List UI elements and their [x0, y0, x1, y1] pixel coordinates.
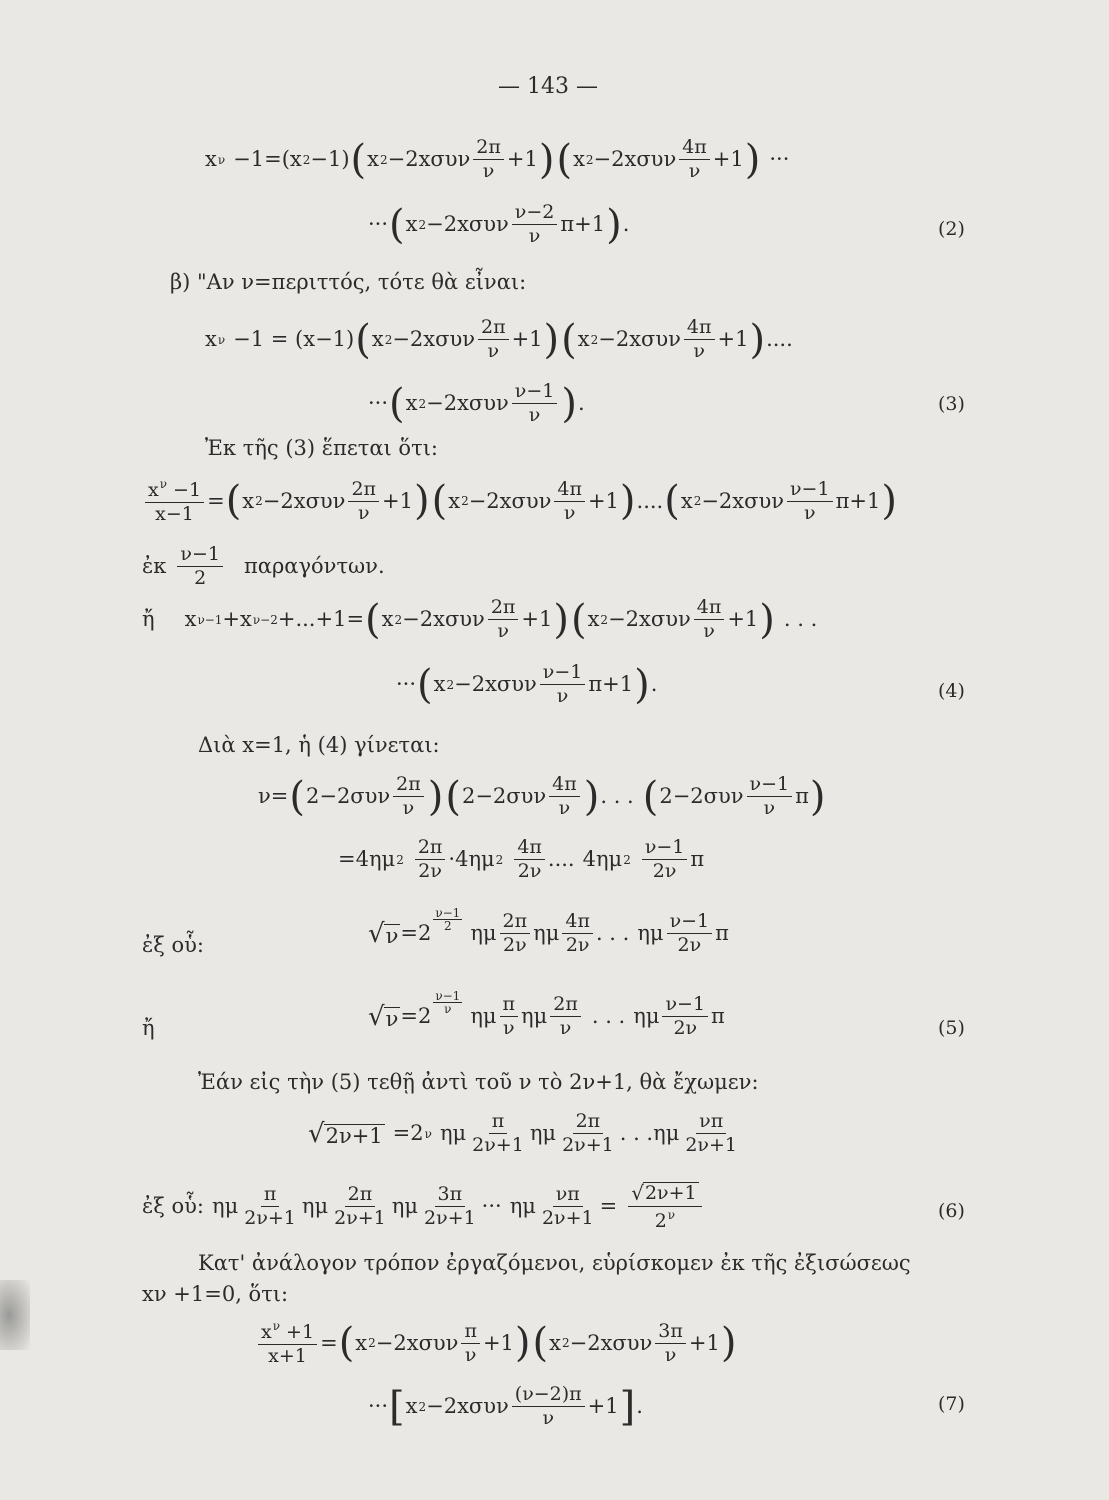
fraction: $\frac{\pi}{\nu}$ [461, 1322, 480, 1365]
fraction: $\frac{2\pi}{\nu}$ [473, 138, 504, 181]
fraction: $\frac{4\pi}{\nu}$ [694, 598, 725, 641]
fraction: $\frac{\pi}{2\nu+1}$ [244, 1183, 296, 1229]
fraction: $\frac{\nu-1}{2\nu}$ [662, 995, 708, 1038]
fraction: $\frac{2\pi}{\nu}$ [550, 995, 581, 1038]
equation-number-5: (5) [938, 1017, 965, 1039]
ex-ou-label-1: ἐξ οὗ: [142, 933, 204, 957]
fraction: $\frac{2\pi}{2\nu+1}$ [562, 1110, 614, 1156]
fraction: $\frac{4\pi}{2\nu}$ [562, 912, 593, 955]
sine-product-line: =4ημ 2 $\frac{2\pi}{2\nu}$ ·4ημ 2 $\frac{4\pi}{2\nu}$ .... 4ημ 2 $\frac{\nu-1}{2\nu}$ π [338, 836, 705, 882]
equation-7-line-1: $\frac{x^\nu +1}{x+1}$ = ( x 2 −2xσυν $\frac{\pi}{\nu}$ +1 ) ( x 2 −2xσυν $\frac{3\pi}{\nu}$ +1 ) [255, 1320, 737, 1366]
fraction: $\frac{2\pi}{\nu}$ [488, 598, 519, 641]
equation-4-line-1: ἤ x ν−1 + x ν−2 +...+1= ( x 2 −2xσυν $\frac{2\pi}{\nu}$ +1 ) ( x 2 −2xσυν $\frac{4\pi}{\nu}$ +1 ) . . . [142, 596, 818, 643]
fraction: $\frac{(\nu-2)\pi}{\nu}$ [512, 1385, 585, 1428]
page-number: — 143 — [498, 74, 598, 99]
nu-product-equation: ν= ( 2−2συν $\frac{2\pi}{\nu}$ ) ( 2−2συν $\frac{4\pi}{\nu}$ ) . . . ( 2−2συν $\frac{\nu-1}{\nu}$ π ) [258, 773, 826, 820]
exponent-fraction: $\frac{\nu-1}{\nu}$ [435, 989, 461, 1016]
dia-text: Διὰ x=1, ἡ (4) γίνεται: [198, 733, 440, 757]
fraction: $\frac{4\pi}{\nu}$ [684, 318, 715, 361]
fraction: $\frac{x^\nu +1}{x+1}$ [258, 1320, 317, 1366]
fraction: $\frac{4\pi}{\nu}$ [554, 480, 585, 523]
fraction: $\frac{2\pi}{\nu}$ [478, 318, 509, 361]
fraction: $\frac{\nu-1}{\nu}$ [512, 382, 558, 425]
equation-number-6: (6) [938, 1200, 965, 1222]
equation-3-line-2: ··· ( x 2 −2xσυν $\frac{\nu-1}{\nu}$ ) . [368, 380, 585, 427]
equation-2-line-2: ··· ( x 2 −2xσυν $\frac{\nu-2}{\nu}$ π+1 ) . [368, 201, 630, 248]
equation-6: ἐξ οὗ: ημ $\frac{\pi}{2\nu+1}$ ημ $\frac{2\pi}{2\nu+1}$ ημ $\frac{3\pi}{2\nu+1}$ ··· ημ $\frac{\nu\pi}{2\nu+1}$ = √ 2ν+1 $2^\nu$ [142, 1182, 705, 1231]
fraction: $\frac{\pi}{\nu}$ [500, 995, 519, 1038]
square-root: √ ν [368, 1001, 399, 1032]
factor-count-text: ἐκ $\frac{\nu-1}{2}$ παραγόντων. [142, 543, 385, 589]
fraction: $\frac{3\pi}{2\nu+1}$ [424, 1183, 476, 1229]
fraction: $\frac{\nu\pi}{2\nu+1}$ [541, 1183, 594, 1229]
fraction: $\frac{3\pi}{\nu}$ [655, 1322, 686, 1365]
square-root: √ 2ν+1 [308, 1118, 383, 1149]
square-root: √ ν [368, 918, 399, 949]
fraction: $\frac{2\pi}{\nu}$ [393, 775, 424, 818]
sqrt-nu-equation-5: √ ν =2 $\frac{\nu-1}{\nu}$ ημ $\frac{\pi}{\nu}$ ημ $\frac{2\pi}{\nu}$ . . . ημ $\frac{\nu-1}{2\nu}$ π [368, 989, 725, 1039]
sqrt-nu-equation: √ ν =2 $\frac{\nu-1}{2}$ ημ $\frac{2\pi}{2\nu}$ ημ $\frac{4\pi}{2\nu}$ . . . ημ $\frac{\nu-1}{2\nu}$ π [368, 906, 729, 956]
fraction: $\frac{2\pi}{2\nu}$ [415, 838, 446, 881]
equation-7-line-2: ··· [ x 2 −2xσυν $\frac{(\nu-2)\pi}{\nu}$ +1 ] . [368, 1383, 643, 1430]
fraction: $\frac{\nu-1}{2}$ [177, 545, 223, 588]
quotient-equation: $\frac{x^\nu -1}{x-1}$ = ( x 2 −2xσυν $\frac{2\pi}{\nu}$ +1 ) ( x 2 −2xσυν $\frac{4\pi}{\nu}$ +1 ) .... ( x 2 −2xσυν $\frac{\nu-1}{\nu}$ π+1 ) [142, 478, 898, 524]
fraction: √ 2ν+1 $2^\nu$ [628, 1182, 701, 1231]
equation-number-7: (7) [938, 1393, 965, 1415]
fraction: $\frac{\nu-1}{2\nu}$ [667, 912, 713, 955]
ean-text: Ἐάν εἰς τὴν (5) τεθῇ ἀντὶ τοῦ ν τὸ 2ν+1, θὰ ἔχωμεν: [198, 1070, 759, 1094]
sqrt-2v1-equation: √ 2ν+1 =2 ν ημ $\frac{\pi}{2\nu+1}$ ημ $\frac{2\pi}{2\nu+1}$ . . . ημ $\frac{\nu\pi}{2\nu+1}$ [308, 1112, 743, 1155]
eta-label-2: ἤ [142, 1016, 155, 1040]
fraction: $\frac{4\pi}{\nu}$ [679, 138, 710, 181]
equation-2-line-1: x ν −1=(x 2 −1) ( x 2 −2xσυν $\frac{2\pi}{\nu}$ +1 ) ( x 2 −2xσυν $\frac{4\pi}{\nu}$ +1 ) ··· [205, 136, 790, 183]
fraction: $\frac{\nu-1}{\nu}$ [787, 480, 833, 523]
exponent-fraction: $\frac{\nu-1}{2}$ [435, 906, 461, 933]
fraction: $\frac{\nu-2}{\nu}$ [512, 203, 558, 246]
equation-number-4: (4) [938, 680, 965, 702]
fraction: $\frac{2\pi}{2\nu+1}$ [334, 1183, 386, 1229]
equation-3-line-1: x ν −1 = (x−1) ( x 2 −2xσυν $\frac{2\pi}{\nu}$ +1 ) ( x 2 −2xσυν $\frac{4\pi}{\nu}$ +1 ) .... [205, 316, 793, 363]
fraction: $\frac{2\pi}{2\nu}$ [500, 912, 531, 955]
fraction: $\frac{\nu-1}{2\nu}$ [642, 838, 688, 881]
fraction: $\frac{2\pi}{\nu}$ [348, 480, 379, 523]
equation-number-3: (3) [938, 393, 965, 415]
from-3-text: Ἐκ τῆς (3) ἕπεται ὅτι: [205, 436, 438, 460]
fraction: $\frac{\nu\pi}{2\nu+1}$ [685, 1110, 737, 1156]
kat-analogon-text: Κατ' ἀνάλογον τρόπον ἐργαζόμενοι, εὑρίσκομεν ἐκ τῆς ἐξισώσεως [198, 1251, 911, 1275]
scan-smudge [0, 1280, 30, 1350]
fraction: $\frac{\pi}{2\nu+1}$ [472, 1110, 524, 1156]
equation-4-line-2: ··· ( x 2 −2xσυν $\frac{\nu-1}{\nu}$ π+1 ) . [396, 661, 658, 708]
fraction: $\frac{4\pi}{\nu}$ [549, 775, 580, 818]
fraction: $\frac{4\pi}{2\nu}$ [514, 838, 545, 881]
xv-plus-text: xν +1=0, ὅτι: [142, 1282, 289, 1306]
fraction: $\frac{\nu-1}{\nu}$ [540, 663, 586, 706]
fraction: $\frac{\nu-1}{\nu}$ [747, 775, 793, 818]
case-b-text: β) "Αν ν=περιττός, τότε θὰ εἶναι: [170, 270, 527, 294]
fraction: $\frac{x^\nu -1}{x-1}$ [145, 478, 204, 524]
equation-number-2: (2) [938, 218, 965, 240]
square-root: √ 2ν+1 [631, 1181, 697, 1205]
